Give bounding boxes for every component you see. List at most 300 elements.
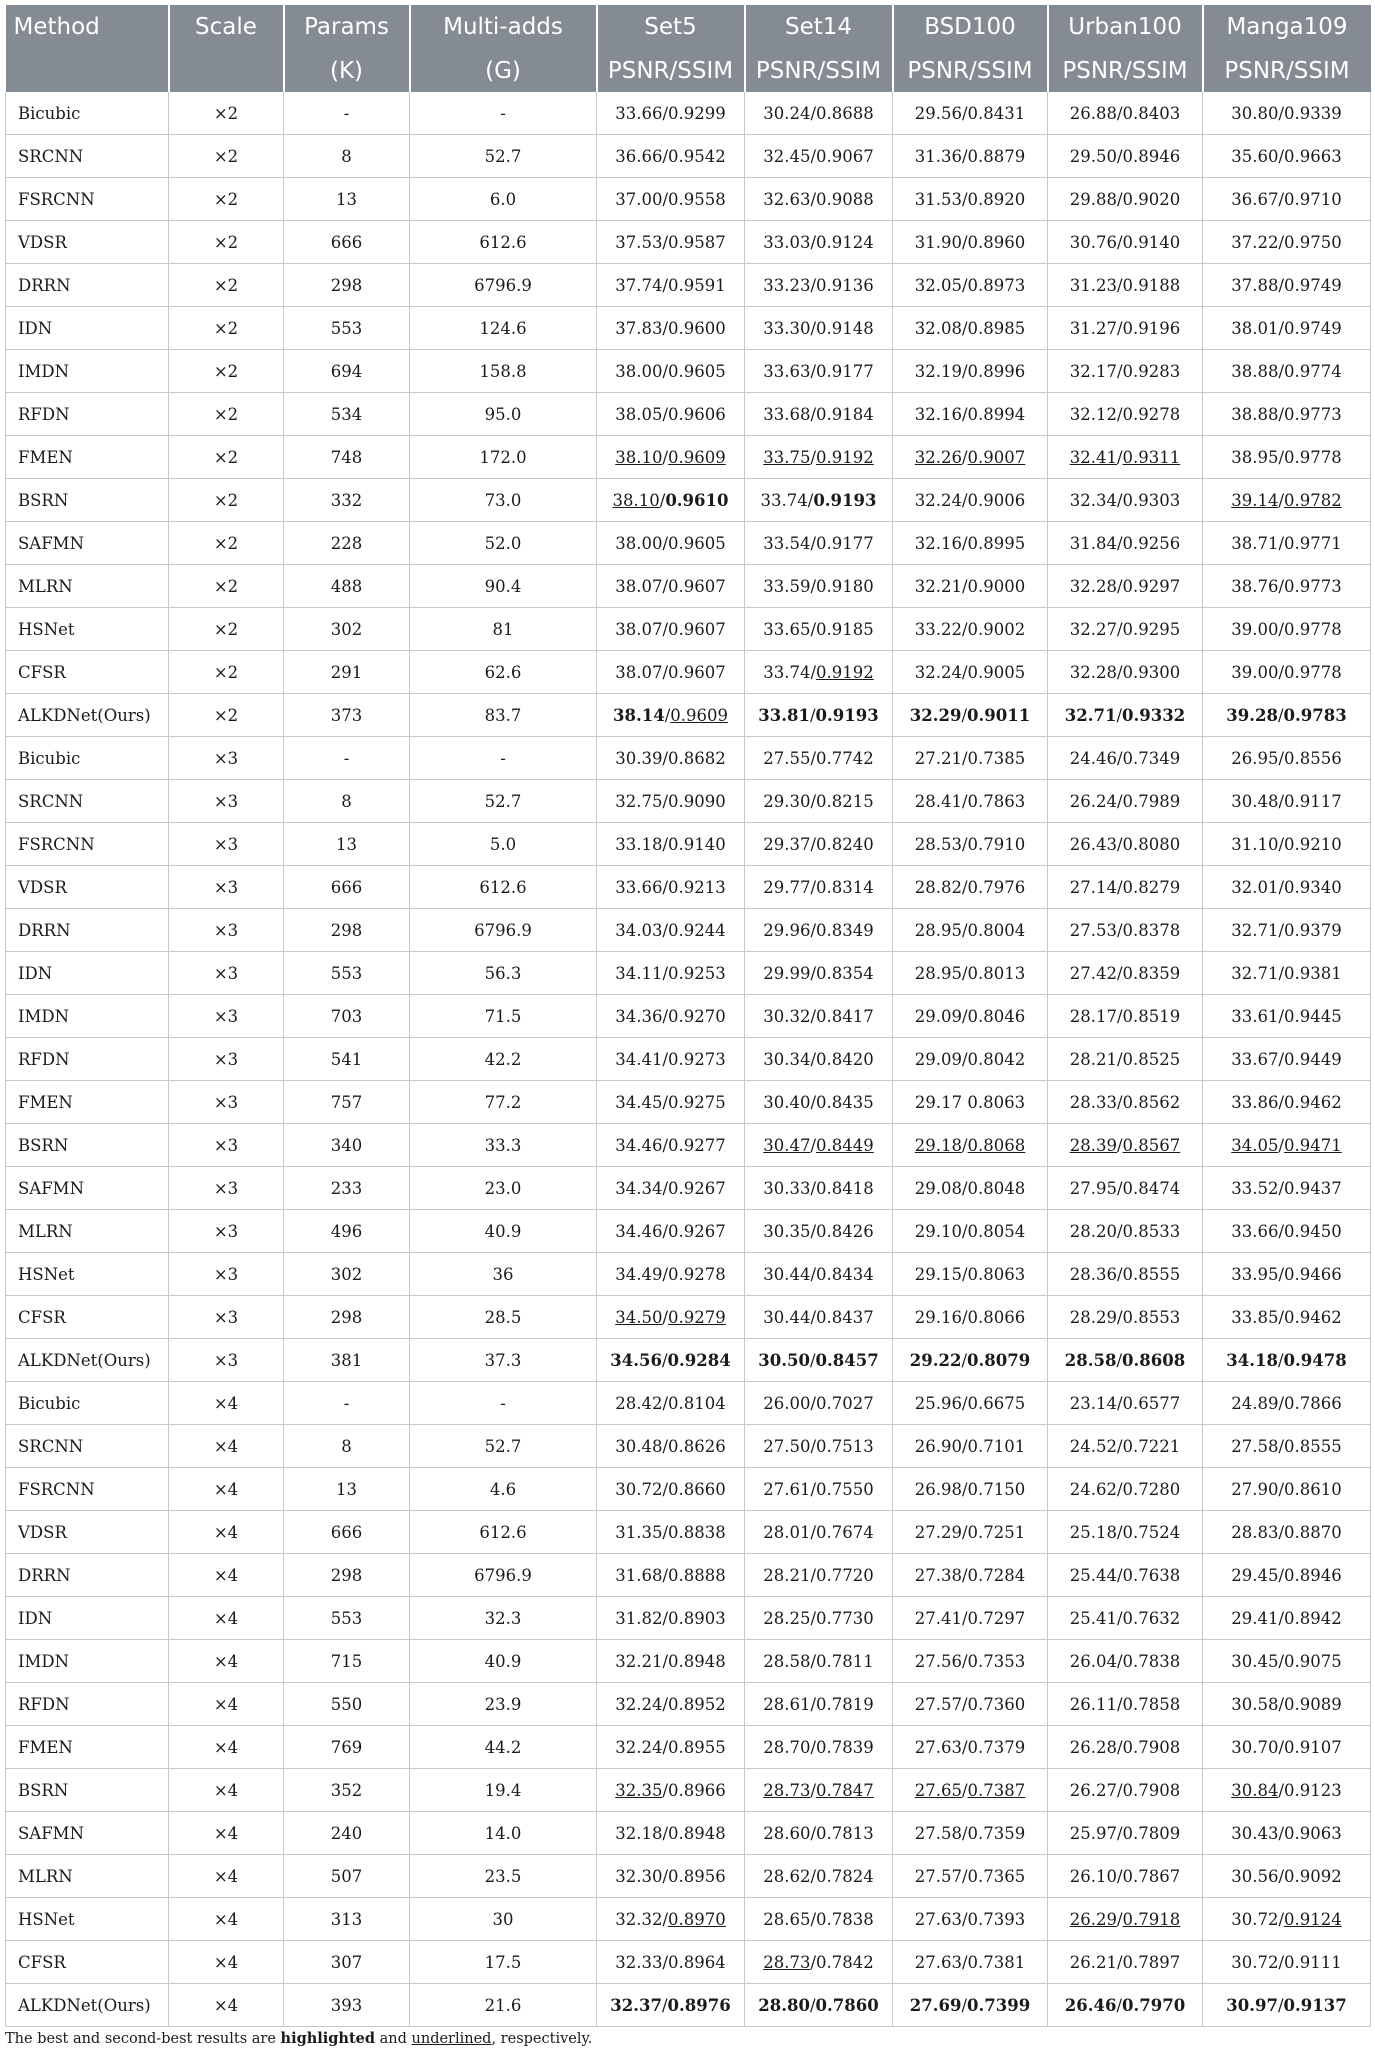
cell-set14: 32.63/0.9088 <box>745 178 893 221</box>
separator: / <box>809 1995 816 2015</box>
cell-multi-adds: 81 <box>410 608 597 651</box>
cell-scale: ×2 <box>169 221 284 264</box>
cell-bsd100: 27.57/0.7360 <box>893 1683 1048 1726</box>
header-row-1 <box>6 5 1371 49</box>
table-row <box>6 264 1371 307</box>
cell-urban100: 26.28/0.7908 <box>1048 1726 1203 1769</box>
cell-params: 8 <box>284 135 410 178</box>
cell-urban100: 25.97/0.7809 <box>1048 1812 1203 1855</box>
table-row <box>6 221 1371 264</box>
psnr-value: 30.50 <box>758 1350 810 1370</box>
cell-manga109: 28.83/0.8870 <box>1203 1511 1371 1554</box>
cell-set14: 27.61/0.7550 <box>745 1468 893 1511</box>
separator: / <box>662 1307 669 1327</box>
ssim-value: 0.8079 <box>967 1350 1031 1370</box>
separator: / <box>810 662 817 682</box>
cell-scale: ×2 <box>169 565 284 608</box>
cell-set14: 30.32/0.8417 <box>745 995 893 1038</box>
cell-method: VDSR <box>6 221 169 264</box>
cell-set5: 37.83/0.9600 <box>597 307 745 350</box>
cell-scale: ×2 <box>169 608 284 651</box>
cell-set5: 32.24/0.8952 <box>597 1683 745 1726</box>
cell-set14: 28.62/0.7824 <box>745 1855 893 1898</box>
cell-multi-adds: 158.8 <box>410 350 597 393</box>
cell-set14: 33.03/0.9124 <box>745 221 893 264</box>
cell-multi-adds: 56.3 <box>410 952 597 995</box>
cell-params: 534 <box>284 393 410 436</box>
cell-scale: ×3 <box>169 952 284 995</box>
cell-params: 298 <box>284 909 410 952</box>
cell-method: BSRN <box>6 1769 169 1812</box>
cell-manga109: 30.43/0.9063 <box>1203 1812 1371 1855</box>
cell-bsd100: 28.53/0.7910 <box>893 823 1048 866</box>
cell-urban100: 27.42/0.8359 <box>1048 952 1203 995</box>
cell-params: 298 <box>284 264 410 307</box>
cell-method: FSRCNN <box>6 1468 169 1511</box>
separator: / <box>662 1780 669 1800</box>
cell-manga109: 38.71/0.9771 <box>1203 522 1371 565</box>
cell-method: DRRN <box>6 264 169 307</box>
cell-set14: 30.24/0.8688 <box>745 92 893 135</box>
cell-scale: ×2 <box>169 479 284 522</box>
ssim-value: 0.9193 <box>815 705 879 725</box>
cell-set14 <box>745 1941 893 1984</box>
cell-manga109: 30.45/0.9075 <box>1203 1640 1371 1683</box>
header-scale: Scale <box>169 5 284 49</box>
table-row <box>6 1984 1371 2027</box>
psnr-value: 32.71 <box>1064 705 1117 725</box>
cell-set5: 34.11/0.9253 <box>597 952 745 995</box>
ssim-value: 0.8068 <box>967 1135 1026 1155</box>
cell-set5 <box>597 479 745 522</box>
cell-params: 233 <box>284 1167 410 1210</box>
cell-set14: 28.58/0.7811 <box>745 1640 893 1683</box>
separator: / <box>1278 1135 1285 1155</box>
cell-set5: 32.24/0.8955 <box>597 1726 745 1769</box>
cell-manga109 <box>1203 1339 1371 1382</box>
cell-method: FSRCNN <box>6 178 169 221</box>
cell-manga109: 38.01/0.9749 <box>1203 307 1371 350</box>
cell-params: - <box>284 1382 410 1425</box>
cell-multi-adds: 5.0 <box>410 823 597 866</box>
cell-method: Bicubic <box>6 737 169 780</box>
cell-scale: ×3 <box>169 1253 284 1296</box>
cell-urban100: 32.12/0.9278 <box>1048 393 1203 436</box>
separator: / <box>961 1135 968 1155</box>
cell-manga109: 37.22/0.9750 <box>1203 221 1371 264</box>
ssim-value: 0.8976 <box>667 1995 731 2015</box>
separator: / <box>810 1780 817 1800</box>
cell-urban100: 32.28/0.9297 <box>1048 565 1203 608</box>
footnote-suffix: , respectively. <box>491 2031 593 2047</box>
cell-manga109: 27.90/0.8610 <box>1203 1468 1371 1511</box>
cell-set14: 26.00/0.7027 <box>745 1382 893 1425</box>
cell-set14: 29.30/0.8215 <box>745 780 893 823</box>
cell-set14: 27.50/0.7513 <box>745 1425 893 1468</box>
cell-urban100: 26.43/0.8080 <box>1048 823 1203 866</box>
cell-method: ALKDNet(Ours) <box>6 1339 169 1382</box>
cell-manga109: 33.95/0.9466 <box>1203 1253 1371 1296</box>
cell-bsd100: 32.21/0.9000 <box>893 565 1048 608</box>
cell-urban100: 25.44/0.7638 <box>1048 1554 1203 1597</box>
cell-scale: ×4 <box>169 1769 284 1812</box>
separator: / <box>1116 447 1123 467</box>
cell-set14 <box>745 1769 893 1812</box>
ssim-value: 0.9007 <box>967 447 1026 467</box>
cell-multi-adds: 6796.9 <box>410 909 597 952</box>
cell-manga109: 39.00/0.9778 <box>1203 608 1371 651</box>
cell-bsd100: 31.90/0.8960 <box>893 221 1048 264</box>
separator: / <box>661 1350 668 1370</box>
separator: / <box>664 705 671 725</box>
cell-set14: 33.63/0.9177 <box>745 350 893 393</box>
cell-bsd100 <box>893 1984 1048 2027</box>
cell-method: IDN <box>6 1597 169 1640</box>
cell-params: 550 <box>284 1683 410 1726</box>
cell-set14 <box>745 1339 893 1382</box>
header-manga109-metric: PSNR/SSIM <box>1203 49 1371 92</box>
cell-set14: 29.37/0.8240 <box>745 823 893 866</box>
cell-multi-adds: 23.5 <box>410 1855 597 1898</box>
table-row <box>6 178 1371 221</box>
footnote-bold-word: highlighted <box>280 2030 376 2047</box>
separator: / <box>810 1952 817 1972</box>
cell-urban100: 28.33/0.8562 <box>1048 1081 1203 1124</box>
cell-urban100: 28.20/0.8533 <box>1048 1210 1203 1253</box>
cell-bsd100: 29.56/0.8431 <box>893 92 1048 135</box>
separator: / <box>807 490 814 510</box>
table-row <box>6 608 1371 651</box>
cell-multi-adds: 52.7 <box>410 1425 597 1468</box>
footnote-underline-word: underlined <box>411 2031 492 2047</box>
table-row <box>6 909 1371 952</box>
cell-manga109: 32.71/0.9379 <box>1203 909 1371 952</box>
cell-params: 302 <box>284 1253 410 1296</box>
cell-method: FMEN <box>6 1081 169 1124</box>
cell-urban100 <box>1048 694 1203 737</box>
cell-set14: 28.70/0.7839 <box>745 1726 893 1769</box>
header-multi-adds: Multi-adds <box>410 5 597 49</box>
cell-multi-adds: 90.4 <box>410 565 597 608</box>
table-row <box>6 823 1371 866</box>
cell-method: SAFMN <box>6 522 169 565</box>
cell-manga109: 33.61/0.9445 <box>1203 995 1371 1038</box>
cell-bsd100: 29.10/0.8054 <box>893 1210 1048 1253</box>
cell-params: 381 <box>284 1339 410 1382</box>
cell-multi-adds: 40.9 <box>410 1210 597 1253</box>
psnr-value: 27.69 <box>909 1995 962 2015</box>
cell-multi-adds: 612.6 <box>410 866 597 909</box>
ssim-value: 0.9609 <box>670 705 728 725</box>
cell-set5 <box>597 1339 745 1382</box>
ssim-value: 0.9011 <box>967 705 1031 725</box>
cell-urban100: 25.41/0.7632 <box>1048 1597 1203 1640</box>
cell-urban100: 31.84/0.9256 <box>1048 522 1203 565</box>
cell-set14 <box>745 694 893 737</box>
cell-set5: 38.00/0.9605 <box>597 350 745 393</box>
cell-method: CFSR <box>6 1296 169 1339</box>
table-row <box>6 1339 1371 1382</box>
cell-set14: 33.68/0.9184 <box>745 393 893 436</box>
ssim-value: 0.7847 <box>816 1780 874 1800</box>
cell-manga109: 30.48/0.9117 <box>1203 780 1371 823</box>
cell-scale: ×4 <box>169 1554 284 1597</box>
separator: / <box>1277 1350 1284 1370</box>
cell-bsd100: 29.16/0.8066 <box>893 1296 1048 1339</box>
cell-urban100 <box>1048 1984 1203 2027</box>
cell-multi-adds: - <box>410 737 597 780</box>
psnr-value: 32.29 <box>909 705 962 725</box>
ssim-value: 0.9193 <box>813 490 877 510</box>
psnr-value: 34.50 <box>615 1307 663 1327</box>
cell-bsd100: 33.22/0.9002 <box>893 608 1048 651</box>
cell-multi-adds: 6796.9 <box>410 1554 597 1597</box>
separator: / <box>662 1909 669 1929</box>
table-row <box>6 1081 1371 1124</box>
cell-set14: 30.44/0.8437 <box>745 1296 893 1339</box>
cell-bsd100: 26.90/0.7101 <box>893 1425 1048 1468</box>
cell-urban100: 32.28/0.9300 <box>1048 651 1203 694</box>
cell-manga109: 27.58/0.8555 <box>1203 1425 1371 1468</box>
cell-urban100: 24.46/0.7349 <box>1048 737 1203 780</box>
cell-multi-adds: 83.7 <box>410 694 597 737</box>
cell-set5: 38.05/0.9606 <box>597 393 745 436</box>
cell-manga109: 37.88/0.9749 <box>1203 264 1371 307</box>
cell-set14: 33.54/0.9177 <box>745 522 893 565</box>
ssim-value: 0.9279 <box>668 1307 726 1327</box>
cell-set14: 28.21/0.7720 <box>745 1554 893 1597</box>
cell-params: - <box>284 737 410 780</box>
cell-params: 8 <box>284 780 410 823</box>
psnr-value: 34.18 <box>1226 1350 1278 1370</box>
psnr-value: 32.41 <box>1069 447 1117 467</box>
separator: / <box>961 705 968 725</box>
cell-scale: ×3 <box>169 1339 284 1382</box>
separator: / <box>1277 705 1284 725</box>
cell-method: RFDN <box>6 393 169 436</box>
cell-method: Bicubic <box>6 92 169 135</box>
cell-multi-adds: 612.6 <box>410 221 597 264</box>
cell-params: 541 <box>284 1038 410 1081</box>
cell-scale: ×4 <box>169 1425 284 1468</box>
ssim-value: 0.9782 <box>1284 490 1342 510</box>
cell-bsd100: 28.95/0.8004 <box>893 909 1048 952</box>
psnr-value: 26.46 <box>1064 1995 1117 2015</box>
psnr-value: 33.75 <box>763 447 811 467</box>
cell-set5: 34.34/0.9267 <box>597 1167 745 1210</box>
cell-set14: 28.61/0.7819 <box>745 1683 893 1726</box>
cell-params: 313 <box>284 1898 410 1941</box>
psnr-value: 26.29 <box>1069 1909 1117 1929</box>
cell-manga109: 30.58/0.9089 <box>1203 1683 1371 1726</box>
cell-params: 666 <box>284 866 410 909</box>
table-row <box>6 565 1371 608</box>
ssim-value: 0.9471 <box>1284 1135 1342 1155</box>
ssim-value: 0.7860 <box>815 1995 879 2015</box>
cell-set5: 34.46/0.9267 <box>597 1210 745 1253</box>
ssim-value: 0.8608 <box>1122 1350 1186 1370</box>
table-row <box>6 952 1371 995</box>
table-row <box>6 1167 1371 1210</box>
cell-scale: ×3 <box>169 995 284 1038</box>
cell-multi-adds: 28.5 <box>410 1296 597 1339</box>
separator: / <box>1116 705 1123 725</box>
cell-scale: ×2 <box>169 178 284 221</box>
cell-set5: 34.49/0.9278 <box>597 1253 745 1296</box>
cell-multi-adds: 52.7 <box>410 135 597 178</box>
cell-set5: 32.21/0.8948 <box>597 1640 745 1683</box>
cell-urban100: 23.14/0.6577 <box>1048 1382 1203 1425</box>
cell-scale: ×2 <box>169 694 284 737</box>
footnote-middle: and <box>375 2031 412 2047</box>
cell-set14: 28.01/0.7674 <box>745 1511 893 1554</box>
cell-manga109: 33.67/0.9449 <box>1203 1038 1371 1081</box>
cell-method: SRCNN <box>6 780 169 823</box>
psnr-value: 33.74 <box>763 662 811 682</box>
cell-set14: 30.34/0.8420 <box>745 1038 893 1081</box>
cell-manga109: 32.01/0.9340 <box>1203 866 1371 909</box>
cell-set5: 34.41/0.9273 <box>597 1038 745 1081</box>
cell-bsd100: 27.38/0.7284 <box>893 1554 1048 1597</box>
cell-set14: 33.23/0.9136 <box>745 264 893 307</box>
cell-urban100: 28.21/0.8525 <box>1048 1038 1203 1081</box>
cell-urban100: 26.88/0.8403 <box>1048 92 1203 135</box>
table-row <box>6 995 1371 1038</box>
cell-urban100: 29.50/0.8946 <box>1048 135 1203 178</box>
cell-scale: ×3 <box>169 909 284 952</box>
cell-set5: 30.48/0.8626 <box>597 1425 745 1468</box>
ssim-value: 0.8966 <box>668 1780 726 1800</box>
cell-params: 373 <box>284 694 410 737</box>
separator: / <box>961 1350 968 1370</box>
psnr-value: 30.72 <box>1231 1909 1279 1929</box>
separator: / <box>661 1995 668 2015</box>
cell-set5: 34.46/0.9277 <box>597 1124 745 1167</box>
cell-manga109: 32.71/0.9381 <box>1203 952 1371 995</box>
cell-bsd100: 28.95/0.8013 <box>893 952 1048 995</box>
cell-manga109 <box>1203 1124 1371 1167</box>
cell-method: FMEN <box>6 1726 169 1769</box>
cell-set5: 33.18/0.9140 <box>597 823 745 866</box>
cell-scale: ×3 <box>169 737 284 780</box>
table-row <box>6 1511 1371 1554</box>
cell-bsd100: 29.15/0.8063 <box>893 1253 1048 1296</box>
cell-params: 240 <box>284 1812 410 1855</box>
separator: / <box>1278 490 1285 510</box>
cell-urban100: 25.18/0.7524 <box>1048 1511 1203 1554</box>
cell-scale: ×4 <box>169 1855 284 1898</box>
cell-multi-adds: 42.2 <box>410 1038 597 1081</box>
cell-set5: 31.35/0.8838 <box>597 1511 745 1554</box>
cell-urban100: 27.14/0.8279 <box>1048 866 1203 909</box>
cell-bsd100: 31.36/0.8879 <box>893 135 1048 178</box>
cell-bsd100: 28.41/0.7863 <box>893 780 1048 823</box>
cell-multi-adds: 6.0 <box>410 178 597 221</box>
cell-multi-adds: 172.0 <box>410 436 597 479</box>
cell-set14: 28.65/0.7838 <box>745 1898 893 1941</box>
cell-set5: 36.66/0.9542 <box>597 135 745 178</box>
header-urban100-metric: PSNR/SSIM <box>1048 49 1203 92</box>
cell-bsd100 <box>893 1769 1048 1812</box>
cell-params: 715 <box>284 1640 410 1683</box>
cell-manga109: 38.88/0.9773 <box>1203 393 1371 436</box>
cell-multi-adds: 17.5 <box>410 1941 597 1984</box>
table-row <box>6 1038 1371 1081</box>
psnr-value: 33.81 <box>758 705 810 725</box>
cell-multi-adds: 33.3 <box>410 1124 597 1167</box>
table-row <box>6 1124 1371 1167</box>
cell-manga109: 38.76/0.9773 <box>1203 565 1371 608</box>
header-multi-adds-unit: (G) <box>410 49 597 92</box>
header-set14: Set14 <box>745 5 893 49</box>
cell-method: MLRN <box>6 565 169 608</box>
psnr-value: 38.10 <box>615 447 663 467</box>
cell-bsd100: 27.57/0.7365 <box>893 1855 1048 1898</box>
psnr-value: 33.74 <box>760 490 808 510</box>
table-row <box>6 1554 1371 1597</box>
cell-scale: ×4 <box>169 1984 284 2027</box>
cell-bsd100: 27.63/0.7381 <box>893 1941 1048 1984</box>
cell-manga109: 33.85/0.9462 <box>1203 1296 1371 1339</box>
cell-bsd100: 32.24/0.9005 <box>893 651 1048 694</box>
cell-manga109 <box>1203 1769 1371 1812</box>
psnr-value: 30.47 <box>763 1135 811 1155</box>
cell-params: 553 <box>284 952 410 995</box>
cell-bsd100: 27.63/0.7379 <box>893 1726 1048 1769</box>
table-row <box>6 135 1371 178</box>
header-method-sub <box>6 49 169 92</box>
ssim-value: 0.8970 <box>668 1909 726 1929</box>
cell-params: 13 <box>284 1468 410 1511</box>
cell-bsd100: 29.17 0.8063 <box>893 1081 1048 1124</box>
table-row <box>6 694 1371 737</box>
cell-manga109 <box>1203 694 1371 737</box>
cell-set5: 33.66/0.9299 <box>597 92 745 135</box>
psnr-value: 32.26 <box>914 447 962 467</box>
cell-set5 <box>597 1296 745 1339</box>
cell-set14: 29.99/0.8354 <box>745 952 893 995</box>
cell-urban100: 32.17/0.9283 <box>1048 350 1203 393</box>
cell-params: - <box>284 92 410 135</box>
cell-method: ALKDNet(Ours) <box>6 1984 169 2027</box>
cell-set14: 28.60/0.7813 <box>745 1812 893 1855</box>
cell-bsd100: 27.41/0.7297 <box>893 1597 1048 1640</box>
cell-bsd100: 29.08/0.8048 <box>893 1167 1048 1210</box>
cell-scale: ×4 <box>169 1468 284 1511</box>
header-params: Params <box>284 5 410 49</box>
header-set5: Set5 <box>597 5 745 49</box>
cell-method: SAFMN <box>6 1812 169 1855</box>
cell-params: 694 <box>284 350 410 393</box>
cell-manga109: 31.10/0.9210 <box>1203 823 1371 866</box>
cell-multi-adds: 23.9 <box>410 1683 597 1726</box>
cell-set14 <box>745 436 893 479</box>
ssim-value: 0.9610 <box>665 490 729 510</box>
cell-manga109: 29.41/0.8942 <box>1203 1597 1371 1640</box>
cell-set5: 38.00/0.9605 <box>597 522 745 565</box>
separator: / <box>1278 1780 1285 1800</box>
cell-method: IMDN <box>6 995 169 1038</box>
table-row <box>6 866 1371 909</box>
cell-params: 291 <box>284 651 410 694</box>
cell-scale: ×4 <box>169 1640 284 1683</box>
cell-manga109: 29.45/0.8946 <box>1203 1554 1371 1597</box>
cell-bsd100 <box>893 1124 1048 1167</box>
cell-bsd100: 25.96/0.6675 <box>893 1382 1048 1425</box>
cell-scale: ×2 <box>169 522 284 565</box>
cell-set14: 29.77/0.8314 <box>745 866 893 909</box>
cell-set14: 29.96/0.8349 <box>745 909 893 952</box>
